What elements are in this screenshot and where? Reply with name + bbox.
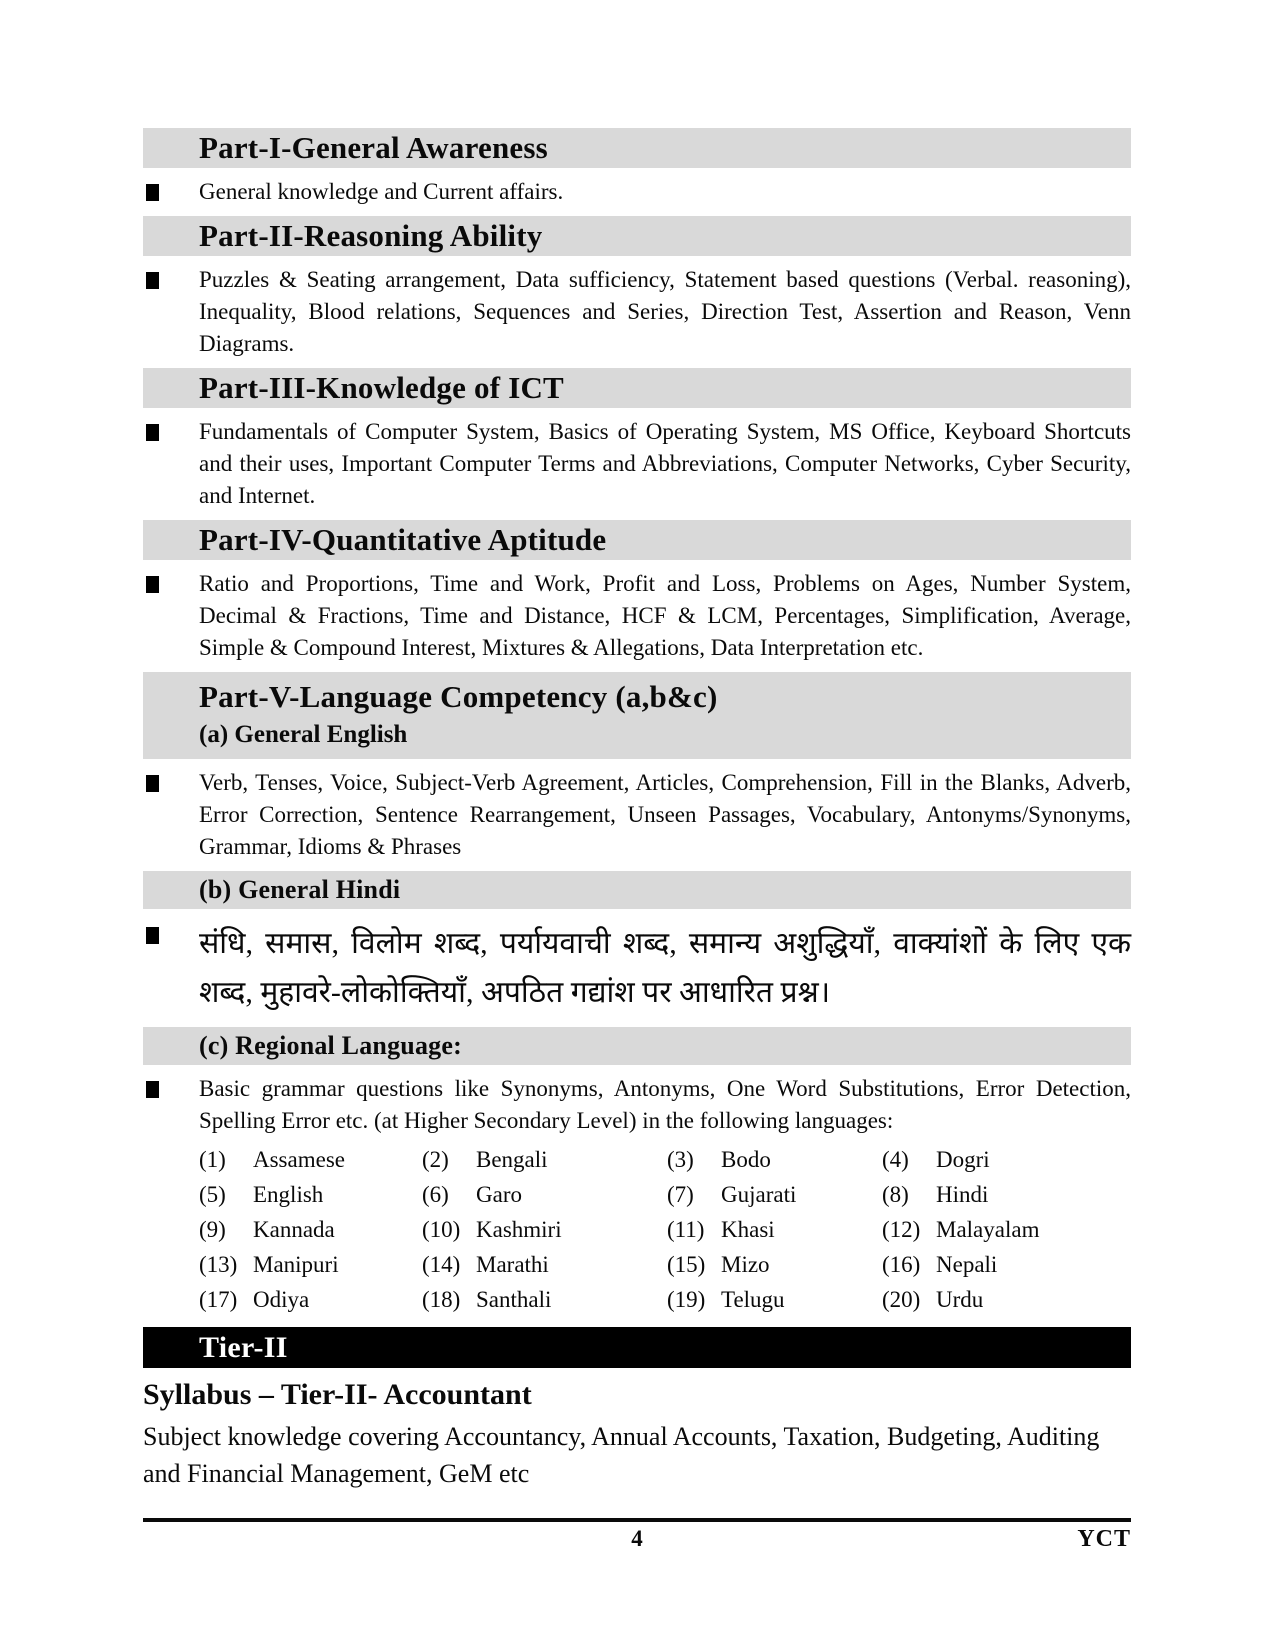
language-item	[667, 1145, 882, 1175]
language-grid	[199, 1145, 1131, 1315]
tier2-bar-label: Tier-II	[199, 1330, 288, 1364]
bullet-square-icon	[146, 775, 159, 792]
bullet-item	[143, 416, 1131, 512]
bullet-square-icon	[146, 424, 159, 441]
bullet-text: Fundamentals of Computer System, Basics of Operating System, MS Office, Keyboard Shortcuts and their uses, Important Computer Terms and Abbreviations, Computer Networks, Cyber Security, and Internet.	[199, 419, 1131, 508]
language-name: Telugu	[721, 1287, 785, 1312]
language-number: (11)	[667, 1217, 705, 1242]
language-name: Bengali	[476, 1147, 548, 1172]
language-name: Santhali	[476, 1287, 552, 1312]
language-item	[199, 1145, 422, 1175]
language-number: (10)	[422, 1217, 461, 1242]
language-number: (17)	[199, 1287, 238, 1312]
language-number: (13)	[199, 1252, 238, 1277]
language-number: (12)	[882, 1217, 921, 1242]
tier2-bar	[143, 1327, 1131, 1368]
language-number: (20)	[882, 1287, 921, 1312]
language-name: Manipuri	[253, 1252, 339, 1277]
section-heading: (b) General Hindi	[199, 875, 401, 904]
section-heading: Part-I-General Awareness	[199, 130, 548, 165]
bullet-text: Ratio and Proportions, Time and Work, Profit and Loss, Problems on Ages, Number System, Decimal & Fractions, Time and Distance, HCF & LCM, Percentages, Simplification, Average, Simple & Compound Interest, Mixtures & Allegations, Data Interpretation etc.	[199, 571, 1131, 660]
language-name: English	[253, 1182, 324, 1207]
section-bar-regional-language	[143, 1027, 1131, 1065]
section-heading: Part-III-Knowledge of ICT	[199, 370, 564, 405]
language-number: (7)	[667, 1182, 694, 1207]
language-item	[199, 1285, 422, 1315]
language-item	[882, 1145, 1131, 1175]
brand-label: YCT	[1077, 1526, 1131, 1552]
language-name: Nepali	[936, 1252, 998, 1277]
language-number: (2)	[422, 1147, 449, 1172]
section-heading: Part-V-Language Competency (a,b&c)	[199, 679, 718, 714]
section-bar-part5	[143, 672, 1131, 759]
language-name: Urdu	[936, 1287, 984, 1312]
language-name: Garo	[476, 1182, 522, 1207]
bullet-square-icon	[146, 272, 159, 289]
bullet-item	[143, 1073, 1131, 1137]
bullet-square-icon	[146, 576, 159, 593]
language-item	[422, 1285, 667, 1315]
bullet-item	[143, 568, 1131, 664]
bullet-item	[143, 176, 1131, 208]
language-item	[667, 1180, 882, 1210]
language-number: (14)	[422, 1252, 461, 1277]
language-item	[667, 1215, 882, 1245]
section-subheading-general-english: (a) General English	[199, 721, 408, 748]
language-number: (19)	[667, 1287, 706, 1312]
language-item	[667, 1250, 882, 1280]
language-name: Gujarati	[721, 1182, 797, 1207]
language-item	[422, 1145, 667, 1175]
section-heading: Part-II-Reasoning Ability	[199, 218, 543, 253]
syllabus-tier2-heading: Syllabus – Tier-II- Accountant	[143, 1378, 532, 1411]
language-item	[882, 1250, 1131, 1280]
language-item	[667, 1285, 882, 1315]
language-item	[422, 1215, 667, 1245]
section-bar-part2	[143, 216, 1131, 256]
language-name: Hindi	[936, 1182, 989, 1207]
bullet-item-hindi	[143, 919, 1131, 1017]
language-name: Malayalam	[936, 1217, 1040, 1242]
language-name: Kannada	[253, 1217, 335, 1242]
language-item	[199, 1180, 422, 1210]
section-bar-part3	[143, 368, 1131, 408]
language-number: (3)	[667, 1147, 694, 1172]
language-number: (9)	[199, 1217, 226, 1242]
language-name: Marathi	[476, 1252, 549, 1277]
language-item	[882, 1180, 1131, 1210]
section-heading: Part-IV-Quantitative Aptitude	[199, 522, 607, 557]
language-name: Mizo	[721, 1252, 770, 1277]
language-number: (6)	[422, 1182, 449, 1207]
language-number: (5)	[199, 1182, 226, 1207]
language-number: (18)	[422, 1287, 461, 1312]
language-item	[199, 1250, 422, 1280]
language-item	[422, 1180, 667, 1210]
language-name: Khasi	[721, 1217, 775, 1242]
bullet-text: General knowledge and Current affairs.	[199, 179, 564, 204]
language-name: Bodo	[721, 1147, 771, 1172]
language-name: Odiya	[253, 1287, 310, 1312]
language-number: (16)	[882, 1252, 921, 1277]
syllabus-tier2-paragraph: Subject knowledge covering Accountancy, Annual Accounts, Taxation, Budgeting, Auditing and Financial Management, GeM etc	[143, 1422, 1100, 1488]
bullet-text: Puzzles & Seating arrangement, Data sufficiency, Statement based questions (Verbal. reasoning), Inequality, Blood relations, Sequences and Series, Direction Test, Assertion and Reason, Venn Diagrams.	[199, 267, 1131, 356]
language-item	[882, 1215, 1131, 1245]
language-name: Assamese	[253, 1147, 345, 1172]
language-item	[882, 1285, 1131, 1315]
section-bar-part4	[143, 520, 1131, 560]
language-number: (15)	[667, 1252, 706, 1277]
language-number: (1)	[199, 1147, 226, 1172]
language-item	[199, 1215, 422, 1245]
bullet-text: Basic grammar questions like Synonyms, Antonyms, One Word Substitutions, Error Detection, Spelling Error etc. (at Higher Secondary Level) in the following languages:	[199, 1076, 1131, 1133]
language-number: (4)	[882, 1147, 909, 1172]
section-heading: (c) Regional Language:	[199, 1031, 462, 1060]
bullet-item	[143, 767, 1131, 863]
bullet-square-icon	[146, 1081, 159, 1098]
language-number: (8)	[882, 1182, 909, 1207]
bullet-text: Verb, Tenses, Voice, Subject-Verb Agreement, Articles, Comprehension, Fill in the Blanks, Adverb, Error Correction, Sentence Rearrangement, Unseen Passages, Vocabulary, Antonyms/Synonyms, Grammar, Idioms & Phrases	[199, 770, 1131, 859]
bullet-item	[143, 264, 1131, 360]
page-content	[143, 0, 1131, 1492]
bullet-square-icon	[146, 184, 159, 201]
bullet-text-hindi: संधि, समास, विलोम शब्द, पर्यायवाची शब्द, समान्य अशुद्धियाँ, वाक्यांशों के लिए एक शब्द, मुहावरे-लोकोक्तियाँ, अपठित गद्यांश पर आधारित प्रश्न।	[199, 927, 1131, 1009]
section-bar-part1	[143, 128, 1131, 168]
section-bar-general-hindi	[143, 871, 1131, 909]
language-name: Kashmiri	[476, 1217, 562, 1242]
language-item	[422, 1250, 667, 1280]
page-number: 4	[631, 1526, 643, 1551]
language-name: Dogri	[936, 1147, 990, 1172]
page-footer	[143, 1518, 1131, 1552]
bullet-square-icon	[146, 927, 159, 944]
